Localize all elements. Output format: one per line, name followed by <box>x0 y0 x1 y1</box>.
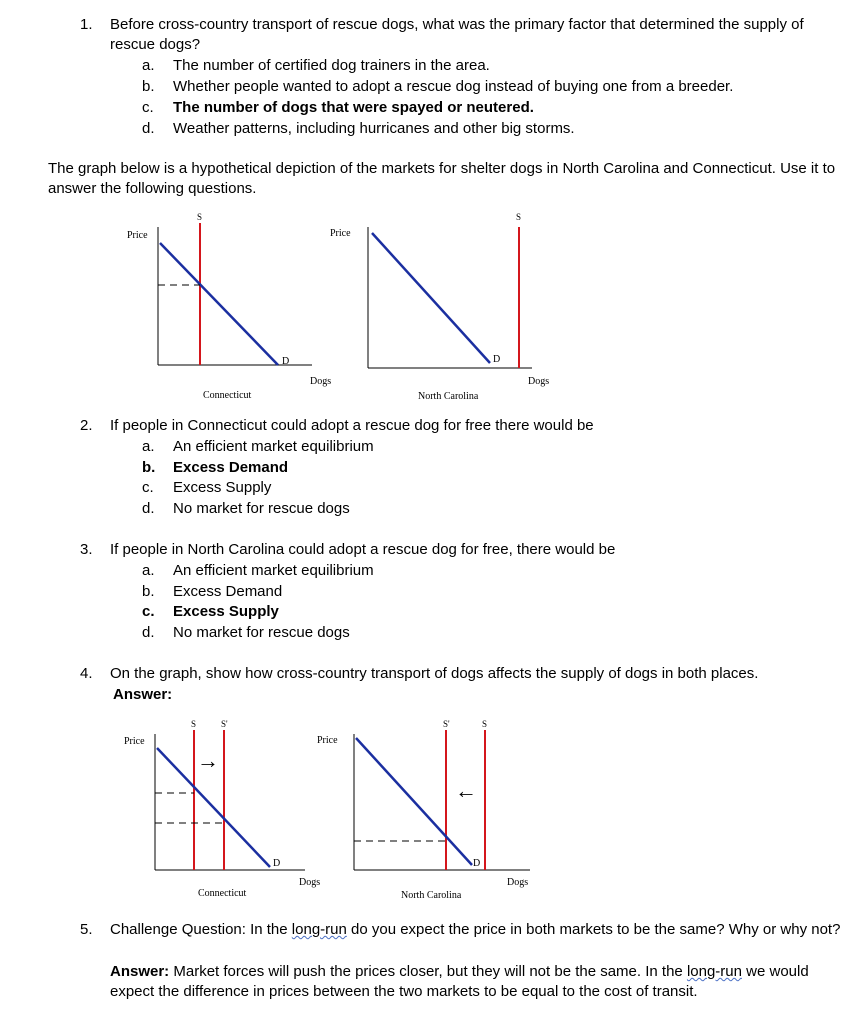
q1-option-a-letter: a. <box>142 57 155 74</box>
graph2-ct-new-supply-label: S' <box>221 719 228 729</box>
q1-option-d: Weather patterns, including hurricanes and other big storms. <box>173 120 575 137</box>
graph2-ct-dogs-label: Dogs <box>299 877 321 888</box>
q5-text-b: do you expect the price in both markets to be the same? Why or why not? <box>346 921 841 938</box>
graph1-ct-dogs-label: Dogs <box>310 376 332 387</box>
q5-answer <box>110 962 850 1002</box>
graph2-ct-supply-label: S <box>191 719 197 729</box>
graph1-connecticut <box>127 212 331 401</box>
graph1-ct-market-name: Connecticut <box>203 390 252 401</box>
graph1-ct-demand-label: D <box>282 356 290 367</box>
graph2-ct-shift-arrow: → <box>197 748 219 773</box>
q1-option-a: The number of certified dog trainers in the area. <box>173 57 490 74</box>
q3-option-a: An efficient market equilibrium <box>173 562 374 579</box>
q3-option-c-answer: Excess Supply <box>173 603 279 620</box>
q2-option-b-answer: Excess Demand <box>173 459 289 476</box>
graph2-north-carolina <box>317 719 530 901</box>
graph1-north-carolina <box>330 212 549 402</box>
q2-option-a: An efficient market equilibrium <box>173 438 374 455</box>
graph2-ct-demand-label: D <box>273 858 281 869</box>
graph2-nc-shift-arrow: ← <box>455 778 477 803</box>
q5-answer-label: Answer: <box>110 963 170 980</box>
graph-2 <box>0 712 862 904</box>
q5-answer-a: Market forces will push the prices closer, but they will not be the same. In the <box>169 963 687 980</box>
q1-option-c-answer: The number of dogs that were spayed or neutered. <box>173 99 534 116</box>
q5-question <box>110 920 845 940</box>
q5-number: 5. <box>80 921 93 938</box>
graph2-nc-market-name: North Carolina <box>401 890 462 901</box>
intro-paragraph: The graph below is a hypothetical depiction of the markets for shelter dogs in North Carolina and Connecticut. Use it to answer the following questions. <box>48 160 836 197</box>
graph1-nc-price-label: Price <box>330 228 351 239</box>
graph1-nc-demand-label: D <box>493 354 501 365</box>
graph2-nc-demand-label: D <box>473 858 481 869</box>
q2-option-c: Excess Supply <box>173 479 272 496</box>
q1-option-b-letter: b. <box>142 78 155 95</box>
q5-long-run-term: long-run <box>291 921 347 938</box>
q3-option-b: Excess Demand <box>173 583 283 600</box>
q4-text: On the graph, show how cross-country transport of dogs affects the supply of dogs in both places. <box>110 665 759 682</box>
q3-number: 3. <box>80 541 93 558</box>
graph2-nc-price-label: Price <box>317 735 338 746</box>
q2-number: 2. <box>80 417 93 434</box>
graph1-nc-demand-line <box>372 233 490 363</box>
q1-option-b: Whether people wanted to adopt a rescue dog instead of buying one from a breeder. <box>173 78 734 95</box>
q1-number: 1. <box>80 16 93 33</box>
q3-text: If people in North Carolina could adopt a rescue dog for free, there would be <box>110 541 616 558</box>
q5-text-a: Challenge Question: In the <box>110 921 292 938</box>
q2-text: If people in Connecticut could adopt a rescue dog for free there would be <box>110 417 594 434</box>
q1-option-c-letter: c. <box>142 99 154 116</box>
q1-option-d-letter: d. <box>142 120 155 137</box>
graph-1 <box>0 205 862 405</box>
q3-option-d: No market for rescue dogs <box>173 624 350 641</box>
q5-answer-b: we would expect the difference in prices between the two markets to be equal to the cost of transit. <box>110 963 809 1000</box>
q4-number: 4. <box>80 665 93 682</box>
q1-text: Before cross-country transport of rescue dogs, what was the primary factor that determined the supply of rescue dogs? <box>110 16 804 53</box>
q5-answer-long-run-term: long-run <box>686 963 742 980</box>
q3-option-d-letter: d. <box>142 624 155 641</box>
q2-option-b-letter: b. <box>142 459 156 476</box>
graph1-ct-demand-line <box>160 243 278 365</box>
q4-answer-label: Answer: <box>113 686 173 703</box>
graph2-ct-market-name: Connecticut <box>198 888 247 899</box>
graph2-nc-supply-label: S <box>482 719 488 729</box>
graph2-connecticut <box>124 719 320 899</box>
graph1-nc-dogs-label: Dogs <box>528 376 550 387</box>
graph2-nc-new-supply-label: S' <box>443 719 450 729</box>
q2-option-d-letter: d. <box>142 500 155 517</box>
graph1-ct-price-label: Price <box>127 230 148 241</box>
q3-option-b-letter: b. <box>142 583 155 600</box>
graph1-nc-supply-label: S <box>516 212 522 222</box>
q3-option-a-letter: a. <box>142 562 155 579</box>
q3-option-c-letter: c. <box>142 603 155 620</box>
graph1-nc-market-name: North Carolina <box>418 391 479 402</box>
graph1-ct-supply-label: S <box>197 212 203 222</box>
graph2-nc-dogs-label: Dogs <box>507 877 529 888</box>
graph2-ct-price-label: Price <box>124 736 145 747</box>
q2-option-d: No market for rescue dogs <box>173 500 350 517</box>
q2-option-c-letter: c. <box>142 479 154 496</box>
q2-option-a-letter: a. <box>142 438 155 455</box>
